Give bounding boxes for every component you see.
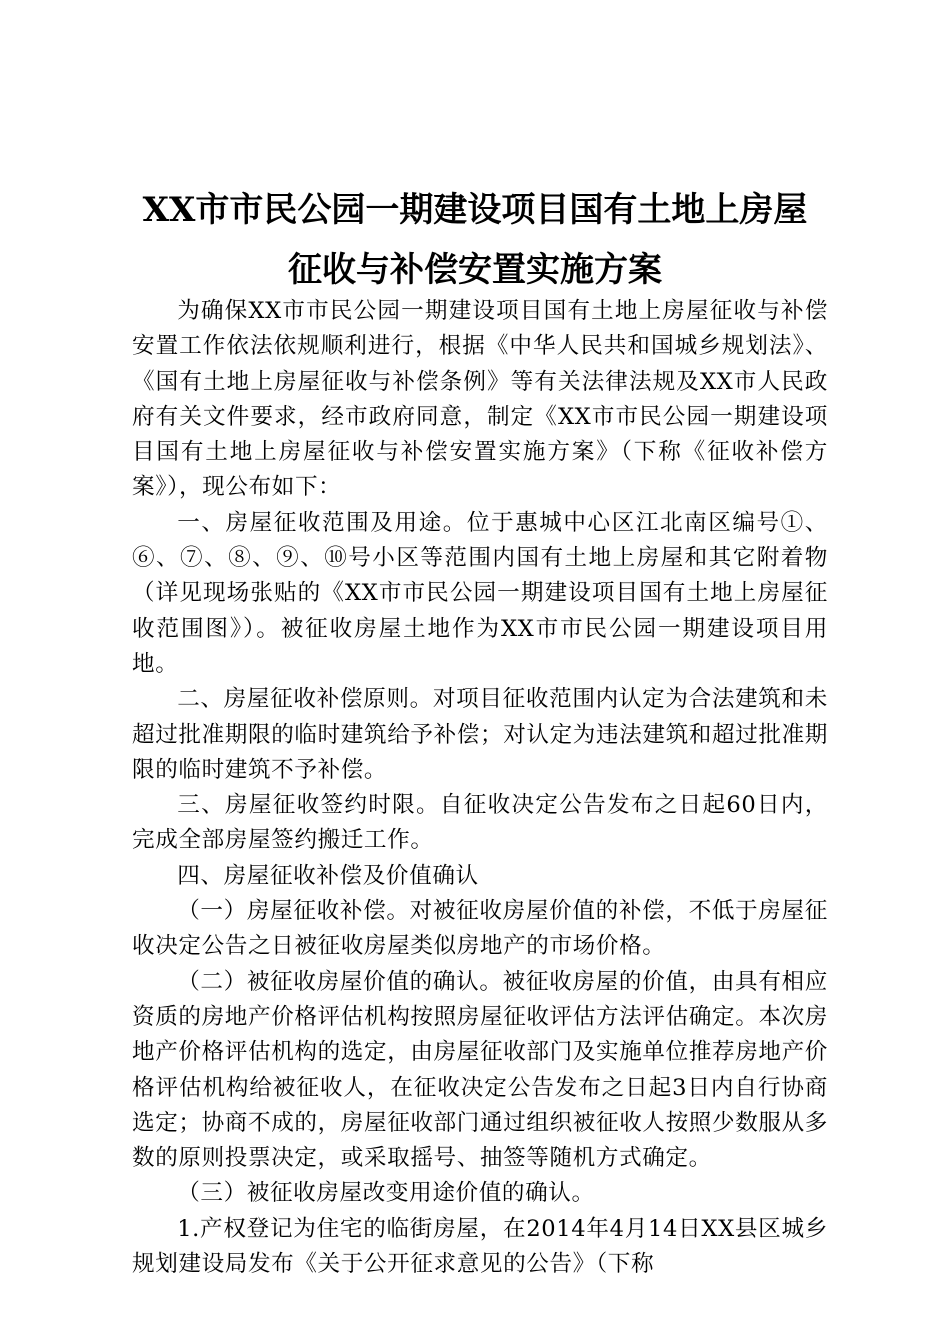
paragraph-section-4-3-item-1: 1.产权登记为住宅的临街房屋，在2014年4月14日XX县区城乡规划建设局发布《关于公开征求意见的公告》（下称 <box>132 1215 828 1278</box>
paragraph-section-4-1: （一）房屋征收补偿。对被征收房屋价值的补偿，不低于房屋征收决定公告之日被征收房屋类似房地产的市场价格。 <box>132 898 828 960</box>
paragraph-section-3-deadline: 三、房屋征收签约时限。自征收决定公告发布之日起60日内，完成全部房屋签约搬迁工作。 <box>132 792 828 854</box>
paragraph-section-4-2: （二）被征收房屋价值的确认。被征收房屋的价值，由具有相应资质的房地产价格评估机构按照房屋征收评估方法评估确定。本次房地产价格评估机构的选定，由房屋征收部门及实施单位推荐房地产价格评估机构给被征收人，在征收决定公告发布之日起3日内自行协商选定；协商不成的，房屋征收部门通过组织被征收人按照少数服从多数的原则投票决定，或采取摇号、抽签等随机方式确定。 <box>132 968 828 1172</box>
paragraph-section-2-principle: 二、房屋征收补偿原则。对项目征收范围内认定为合法建筑和未超过批准期限的临时建筑给予补偿；对认定为违法建筑和超过批准期限的临时建筑不予补偿。 <box>132 686 828 783</box>
document-title-line-2: 征收与补偿安置实施方案 <box>288 250 662 290</box>
document-body <box>132 294 828 1282</box>
paragraph-intro: 为确保XX市市民公园一期建设项目国有土地上房屋征收与补偿安置工作依法依规顺利进行，根据《中华人民共和国城乡规划法》、《国有土地上房屋征收与补偿条例》等有关法律法规及XX市人民政府有关文件要求，经市政府同意，制定《XX市市民公园一期建设项目国有土地上房屋征收与补偿安置实施方案》（下称《征收补偿方案》），现公布如下： <box>132 298 828 501</box>
document-title-line-1: XX市市民公园一期建设项目国有土地上房屋 <box>142 190 808 230</box>
paragraph-section-4-heading: 四、房屋征收补偿及价值确认 <box>177 862 479 889</box>
paragraph-section-4-3: （三）被征收房屋改变用途价值的确认。 <box>177 1180 595 1207</box>
paragraph-section-1-scope: 一、房屋征收范围及用途。位于惠城中心区江北南区编号①、⑥、⑦、⑧、⑨、⑩号小区等范围内国有土地上房屋和其它附着物（详见现场张贴的《XX市市民公园一期建设项目国有土地上房屋征收范围图》）。被征收房屋土地作为XX市市民公园一期建设项目用地。 <box>132 509 828 677</box>
